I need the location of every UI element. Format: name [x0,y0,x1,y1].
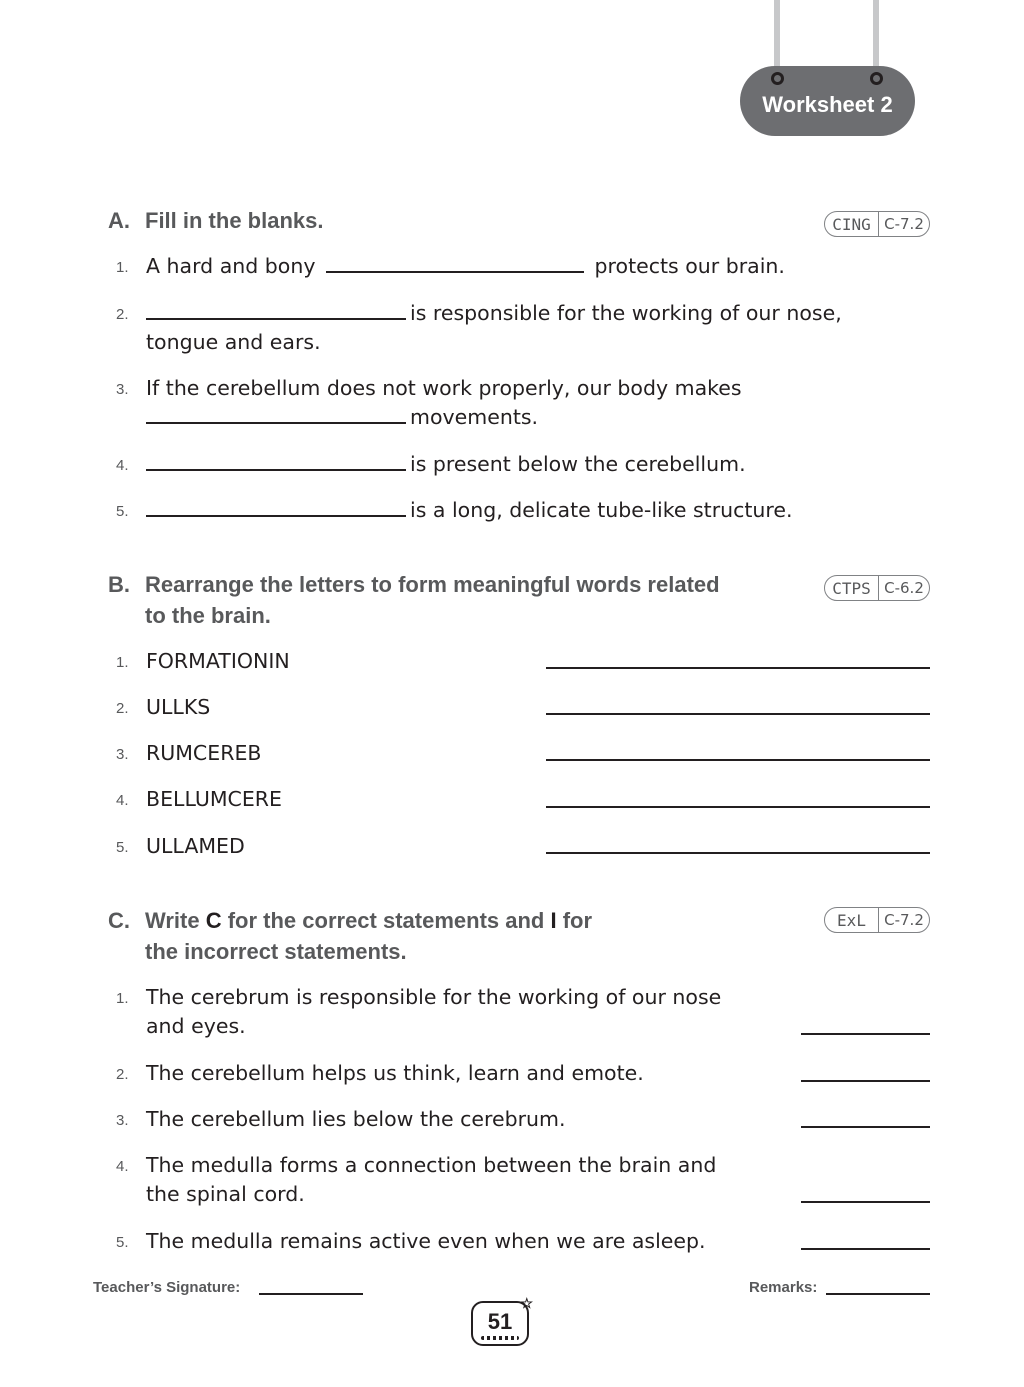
teacher-signature-label: Teacher’s Signature: [93,1279,241,1296]
answer-line[interactable] [801,1033,930,1035]
jumbled-word: BELLUMCERE [146,787,282,811]
section-a-item-4 [146,450,746,479]
statement-text: the spinal cord. [146,1182,305,1206]
page-number-badge [471,1295,533,1346]
answer-line[interactable] [546,759,930,761]
item-text: is responsible for the working of our nose, [410,301,842,325]
jumbled-word: ULLAMED [146,834,245,858]
badge-skill: ExL [825,908,879,932]
statement-text: The cerebrum is responsible for the working of our nose [146,985,722,1009]
answer-blank[interactable] [146,422,406,424]
statement-2: The cerebellum helps us think, learn and emote. [146,1061,644,1085]
item-number: 4. [116,1158,129,1175]
item-number: 1. [116,259,129,276]
section-c-title-i: I [550,908,557,933]
badge-code: C-6.2 [884,579,924,597]
jumbled-word: RUMCEREB [146,741,262,765]
section-a-item-3 [146,374,742,432]
answer-line[interactable] [546,713,930,715]
item-text: If the cerebellum does not work properly, our body makes [146,376,742,400]
item-number: 5. [116,839,129,856]
section-c-title: for [556,908,593,933]
item-number: 4. [116,792,129,809]
worksheet-tag-label: Worksheet 2 [762,92,893,117]
page-number: 51 [487,1309,513,1334]
section-b-letter: B. [108,572,130,597]
answer-blank[interactable] [146,515,406,517]
item-number: 3. [116,381,129,398]
item-number: 4. [116,457,129,474]
remarks-label: Remarks: [749,1279,818,1296]
item-number: 1. [116,990,129,1007]
tag-hanger-right [873,0,879,74]
item-number: 5. [116,503,129,520]
answer-line[interactable] [546,852,930,854]
section-c-title: for the correct statements and [221,908,551,933]
answer-line[interactable] [801,1201,930,1203]
section-a-letter: A. [108,208,130,233]
badge-skill: CING [825,212,879,236]
item-text: protects our brain. [594,254,785,278]
jumbled-word: FORMATIONIN [146,649,290,673]
tag-hole-left [771,72,784,85]
item-number: 5. [116,1234,129,1251]
section-c-title-c: C [205,908,222,933]
statement-text: The medulla forms a connection between the brain and [146,1153,717,1177]
statement-3: The cerebellum lies below the cerebrum. [146,1107,566,1131]
answer-line[interactable] [801,1080,930,1082]
section-c-title: Write [145,908,206,933]
answer-line[interactable] [801,1126,930,1128]
statement-text: and eyes. [146,1014,246,1038]
section-a-item-2 [146,299,842,357]
page-badge-dots [481,1336,519,1340]
jumbled-word: ULLKS [146,695,211,719]
statement-4 [146,1151,716,1209]
section-a-badge [824,211,930,237]
statement-1 [146,983,721,1041]
teacher-signature [93,1279,240,1296]
tag-hole-right [870,72,883,85]
teacher-signature-line[interactable] [259,1293,363,1295]
answer-line[interactable] [546,667,930,669]
worksheet-tag [740,66,915,136]
tag-hanger-left [774,0,780,74]
section-a-item-5 [146,496,793,525]
remarks [749,1279,817,1296]
section-b-title: Rearrange the letters to form meaningful words related [145,572,720,597]
badge-code: C-7.2 [884,215,924,233]
section-a-heading [108,205,323,236]
star-icon: ☆ [520,1295,533,1311]
statement-5: The medulla remains active even when we are asleep. [146,1229,706,1253]
badge-code: C-7.2 [884,911,924,929]
section-b-badge [824,575,930,601]
answer-line[interactable] [801,1248,930,1250]
item-text: tongue and ears. [146,330,321,354]
item-number: 3. [116,1112,129,1129]
section-a-item-1 [146,252,785,281]
item-number: 2. [116,306,129,323]
section-a-title: Fill in the blanks. [145,208,324,233]
answer-blank[interactable] [146,469,406,471]
section-c-title-cont: the incorrect statements. [145,939,407,964]
section-b-title-cont: to the brain. [145,603,271,628]
item-text: is a long, delicate tube-like structure. [410,498,793,522]
item-number: 1. [116,654,129,671]
answer-blank[interactable] [326,271,584,273]
badge-skill: CTPS [825,576,879,600]
section-b-heading [108,569,720,631]
item-number: 2. [116,700,129,717]
item-number: 3. [116,746,129,763]
section-c-badge [824,907,930,933]
answer-line[interactable] [546,806,930,808]
item-number: 2. [116,1066,129,1083]
item-text: is present below the cerebellum. [410,452,746,476]
answer-blank[interactable] [146,318,406,320]
section-c-heading [108,905,592,967]
section-c-letter: C. [108,908,130,933]
remarks-line[interactable] [826,1293,930,1295]
item-text: movements. [410,405,539,429]
item-text: A hard and bony [146,254,316,278]
